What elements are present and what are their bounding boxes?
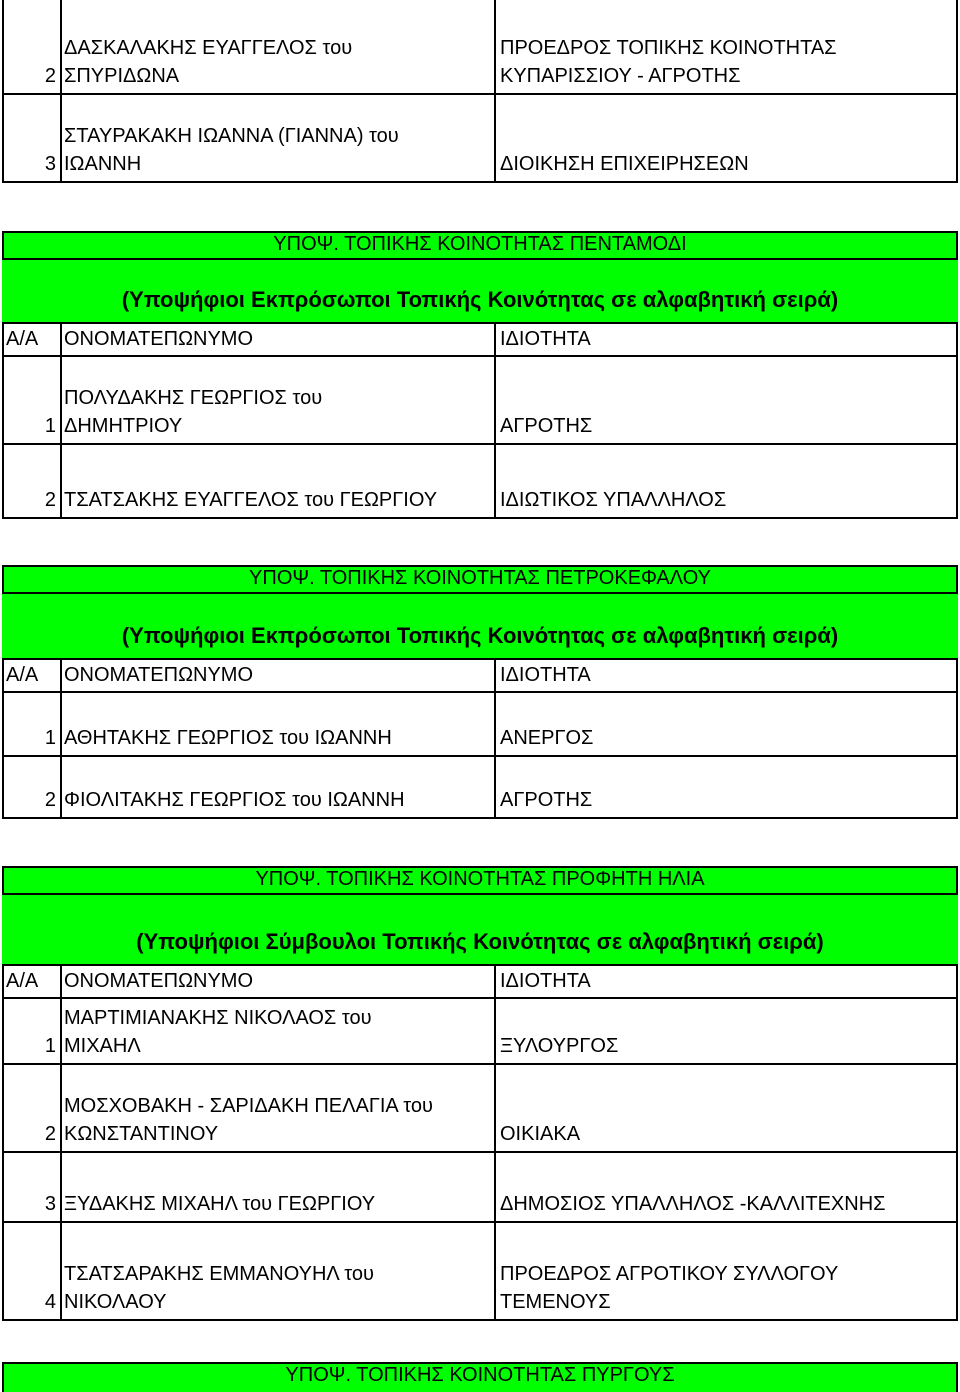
grid-line: [2, 997, 958, 999]
occupation-line2: ΙΔΙΩΤΙΚΟΣ ΥΠΑΛΛΗΛΟΣ: [500, 489, 727, 511]
occupation-line2: ΑΓΡΟΤΗΣ: [500, 789, 593, 811]
column-header-aa: Α/Α: [6, 970, 39, 992]
occupation-line2: ΟΙΚΙΑΚΑ: [500, 1123, 581, 1145]
grid-line: [2, 817, 958, 819]
grid-line: [2, 1362, 958, 1364]
occupation-line2: ΑΓΡΟΤΗΣ: [500, 415, 593, 437]
section-subtitle: (Υποψήφιοι Εκπρόσωποι Τοπικής Κοινότητας σε αλφαβητική σειρά): [121, 287, 839, 312]
grid-line: [2, 231, 958, 233]
grid-line: [2, 355, 958, 357]
grid-line: [956, 0, 958, 182]
column-header-name: ΟΝΟΜΑΤΕΠΩΝΥΜΟ: [64, 664, 254, 686]
candidate-name-line2: ΣΠΥΡΙΔΩΝΑ: [64, 65, 180, 87]
section-subtitle: (Υποψήφιοι Εκπρόσωποι Τοπικής Κοινότητας σε αλφαβητική σειρά): [121, 623, 839, 648]
grid-line: [60, 444, 62, 518]
grid-line: [2, 964, 958, 966]
candidate-name-line1: ΠΟΛΥΔΑΚΗΣ ΓΕΩΡΓΙΟΣ του: [64, 387, 323, 409]
grid-line: [2, 1319, 958, 1321]
grid-line: [60, 94, 62, 182]
occupation-line1: ΠΡΟΕΔΡΟΣ ΑΓΡΟΤΙΚΟΥ ΣΥΛΛΟΓΟΥ: [500, 1263, 839, 1285]
grid-line: [494, 1064, 496, 1152]
occupation-line2: ΑΝΕΡΓΟΣ: [500, 727, 594, 749]
column-header-occupation: ΙΔΙΟΤΗΤΑ: [500, 664, 591, 686]
grid-line: [494, 998, 496, 1064]
column-header-occupation: ΙΔΙΟΤΗΤΑ: [500, 970, 591, 992]
candidate-name-line2: ΔΗΜΗΤΡΙΟΥ: [64, 415, 183, 437]
section-title: ΥΠΟΨ. ΤΟΠΙΚΗΣ ΚΟΙΝΟΤΗΤΑΣ ΠΕΝΤΑΜΟΔΙ: [2, 231, 958, 258]
candidate-name-line1: ΣΤΑΥΡΑΚΑΚΗ ΙΩΑΝΝΑ (ΓΙΑΝΝΑ) του: [64, 125, 399, 147]
row-number: 3: [44, 1193, 56, 1215]
row-number: 4: [44, 1291, 56, 1313]
grid-line: [60, 356, 62, 444]
candidate-name-line2: ΦΙΟΛΙΤΑΚΗΣ ΓΕΩΡΓΙΟΣ του ΙΩΑΝΝΗ: [64, 789, 405, 811]
grid-line: [60, 964, 62, 998]
occupation-line2: ΔΗΜΟΣΙΟΣ ΥΠΑΛΛΗΛΟΣ -ΚΑΛΛΙΤΕΧΝΗΣ: [500, 1193, 886, 1215]
section-title: ΥΠΟΨ. ΤΟΠΙΚΗΣ ΚΟΙΝΟΤΗΤΑΣ ΠΕΤΡΟΚΕΦΑΛΟΥ: [2, 565, 958, 592]
grid-line: [2, 517, 958, 519]
grid-line: [60, 322, 62, 356]
grid-line: [60, 692, 62, 756]
candidate-name-line1: ΤΣΑΤΣΑΡΑΚΗΣ ΕΜΜΑΝΟΥΗΛ του: [64, 1263, 374, 1285]
grid-line: [2, 658, 958, 660]
grid-line: [60, 1064, 62, 1152]
candidate-name-line2: ΚΩΝΣΤΑΝΤΙΝΟΥ: [64, 1123, 219, 1145]
section-title: ΥΠΟΨ. ΤΟΠΙΚΗΣ ΚΟΙΝΟΤΗΤΑΣ ΠΥΡΓΟΥΣ: [2, 1362, 958, 1392]
column-header-aa: Α/Α: [6, 328, 39, 350]
grid-line: [494, 322, 496, 356]
candidate-name-line1: ΔΑΣΚΑΛΑΚΗΣ ΕΥΑΓΓΕΛΟΣ του: [64, 37, 353, 59]
column-header-occupation: ΙΔΙΟΤΗΤΑ: [500, 328, 591, 350]
grid-line: [494, 0, 496, 94]
grid-line: [494, 356, 496, 444]
grid-line: [2, 258, 958, 260]
occupation-line1: ΠΡΟΕΔΡΟΣ ΤΟΠΙΚΗΣ ΚΟΙΝΟΤΗΤΑΣ: [500, 37, 837, 59]
grid-line: [956, 1362, 958, 1392]
grid-line: [494, 756, 496, 818]
grid-line: [2, 866, 958, 868]
candidate-name-line2: ΙΩΑΝΝΗ: [64, 153, 142, 175]
grid-line: [494, 964, 496, 998]
grid-line: [494, 658, 496, 692]
grid-line: [2, 1151, 958, 1153]
grid-line: [2, 322, 958, 324]
candidate-name-line2: ΑΘΗΤΑΚΗΣ ΓΕΩΡΓΙΟΣ του ΙΩΑΝΝΗ: [64, 727, 392, 749]
grid-line: [2, 443, 958, 445]
grid-line: [60, 658, 62, 692]
grid-line: [2, 1221, 958, 1223]
occupation-line2: ΞΥΛΟΥΡΓΟΣ: [500, 1035, 619, 1057]
grid-line: [2, 1063, 958, 1065]
grid-line: [2, 592, 958, 594]
section-subtitle: (Υποψήφιοι Σύμβουλοι Τοπικής Κοινότητας σε αλφαβητική σειρά): [136, 929, 824, 954]
candidate-name-line2: ΜΙΧΑΗΛ: [64, 1035, 141, 1057]
grid-line: [494, 94, 496, 182]
row-number: 2: [44, 789, 56, 811]
occupation-line2: ΚΥΠΑΡΙΣΣΙΟΥ - ΑΓΡΟΤΗΣ: [500, 65, 741, 87]
column-header-name: ΟΝΟΜΑΤΕΠΩΝΥΜΟ: [64, 328, 254, 350]
grid-line: [2, 691, 958, 693]
grid-line: [494, 1152, 496, 1222]
candidate-name-line2: ΞΥΔΑΚΗΣ ΜΙΧΑΗΛ του ΓΕΩΡΓΙΟΥ: [64, 1193, 376, 1215]
grid-line: [2, 1362, 4, 1392]
grid-line: [2, 893, 958, 895]
grid-line: [60, 1152, 62, 1222]
grid-line: [2, 755, 958, 757]
grid-line: [60, 756, 62, 818]
row-number: 3: [44, 153, 56, 175]
row-number: 2: [44, 1123, 56, 1145]
column-header-name: ΟΝΟΜΑΤΕΠΩΝΥΜΟ: [64, 970, 254, 992]
grid-line: [2, 565, 958, 567]
grid-line: [60, 998, 62, 1064]
grid-line: [2, 93, 958, 95]
row-number: 2: [44, 65, 56, 87]
occupation-line2: ΤΕΜΕΝΟΥΣ: [500, 1291, 611, 1313]
grid-line: [494, 1222, 496, 1320]
grid-line: [494, 444, 496, 518]
grid-line: [2, 181, 958, 183]
candidate-name-line1: ΜΟΣΧΟΒΑΚΗ - ΣΑΡΙΔΑΚΗ ΠΕΛΑΓΙΑ του: [64, 1095, 433, 1117]
row-number: 1: [44, 1035, 56, 1057]
row-number: 1: [44, 415, 56, 437]
column-header-aa: Α/Α: [6, 664, 39, 686]
section-title: ΥΠΟΨ. ΤΟΠΙΚΗΣ ΚΟΙΝΟΤΗΤΑΣ ΠΡΟΦΗΤΗ ΗΛΙΑ: [2, 866, 958, 893]
occupation-line2: ΔΙΟΙΚΗΣΗ ΕΠΙΧΕΙΡΗΣΕΩΝ: [500, 153, 749, 175]
candidate-name-line2: ΝΙΚΟΛΑΟΥ: [64, 1291, 167, 1313]
candidate-name-line1: ΜΑΡΤΙΜΙΑΝΑΚΗΣ ΝΙΚΟΛΑΟΣ του: [64, 1007, 372, 1029]
candidate-name-line2: ΤΣΑΤΣΑΚΗΣ ΕΥΑΓΓΕΛΟΣ του ΓΕΩΡΓΙΟΥ: [64, 489, 438, 511]
grid-line: [60, 1222, 62, 1320]
row-number: 1: [44, 727, 56, 749]
row-number: 2: [44, 489, 56, 511]
grid-line: [60, 0, 62, 94]
grid-line: [494, 692, 496, 756]
